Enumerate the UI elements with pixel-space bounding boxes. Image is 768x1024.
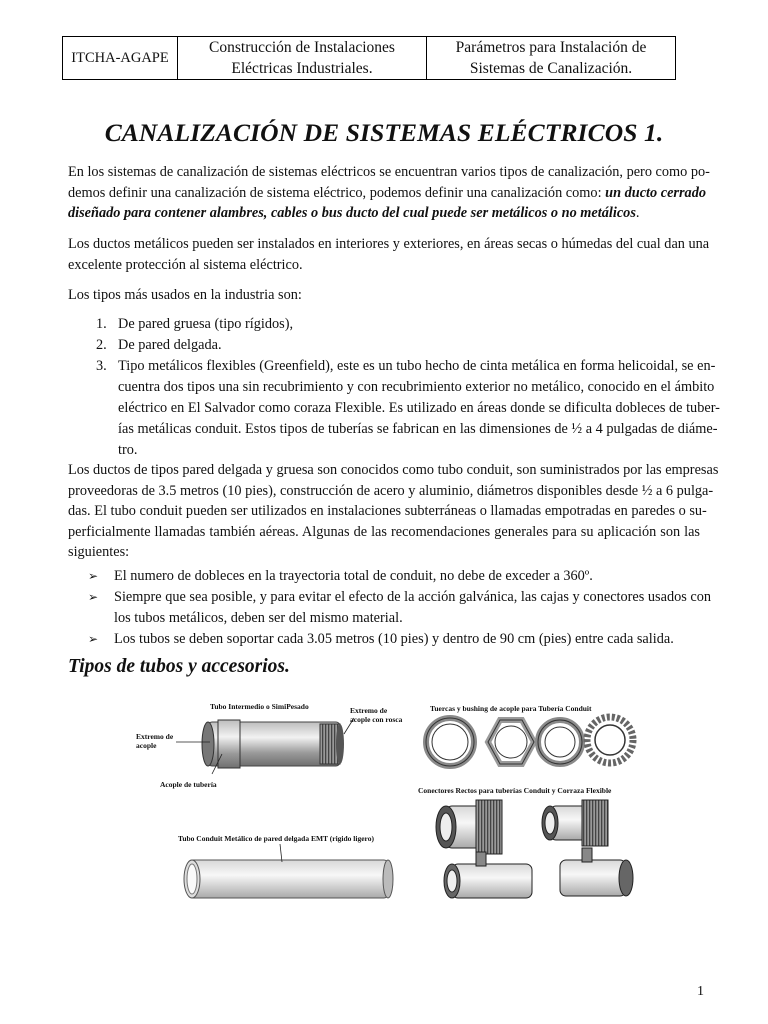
- header-course-line1: Construcción de Instalaciones: [209, 39, 395, 56]
- header-topic-line2: Sistemas de Canalización.: [469, 60, 633, 77]
- arrow-bullet-icon: ➢: [88, 590, 99, 604]
- recommendations-list: [68, 566, 712, 650]
- paragraph-line: excelente protección al sistema eléctrico.: [68, 256, 303, 273]
- header-institution-text: ITCHA-AGAPE: [71, 49, 169, 66]
- paragraph-intro: [68, 162, 710, 224]
- emt-tube-illustration: [184, 844, 393, 898]
- paragraph-line: Los ductos de tipos pared delgada y gruesa son conocidos como tubo conduit, son suministrados por las empresas: [68, 462, 719, 478]
- numbered-list-item: [68, 314, 700, 335]
- paragraph-types-intro: [68, 285, 700, 306]
- list-number: 2.: [96, 337, 107, 353]
- recommendation-line: Los tubos se deben soportar cada 3.05 metros (10 pies) y dentro de 90 cm (pies) entre cada salida.: [114, 631, 674, 647]
- paragraph-line: [68, 183, 707, 204]
- label-line: Extremo de: [136, 732, 174, 741]
- header-course-line2: Eléctricas Industriales.: [231, 60, 373, 77]
- text-run: demos definir una canalización de sistema eléctrico, podemos definir una canalización como:: [68, 184, 606, 201]
- document-title: CANALIZACIÓN DE SISTEMAS ELÉCTRICOS 1.: [104, 118, 664, 147]
- numbered-list: [68, 314, 720, 461]
- list-item-line: tro.: [118, 442, 138, 458]
- paragraph-line: [68, 203, 700, 224]
- list-item-line: De pared gruesa (tipo rígidos),: [118, 316, 294, 332]
- figure-caption-nuts-bushings: Tuercas y bushing de acople para Tubería Conduit: [430, 704, 592, 713]
- header-topic: [427, 37, 676, 80]
- emphasis-text: un ducto cerrado: [605, 184, 707, 201]
- figure-caption-connectors: Conectores Rectos para tuberías Conduit y Corraza Flexible: [418, 786, 612, 795]
- straight-connectors-illustration: [436, 800, 633, 898]
- recommendation-item: [68, 629, 700, 650]
- paragraph-line: En los sistemas de canalización de sistemas eléctricos se encuentran varios tipos de canalización, pero como po-: [68, 164, 710, 180]
- figure-label-coupling-end: [136, 732, 173, 750]
- emphasis-text: diseñado para contener alambres, cables o bus ducto del cual puede ser metálicos o no metálicos: [68, 205, 636, 221]
- recommendation-line: El numero de dobleces en la trayectoria total de conduit, no debe de exceder a 360º.: [114, 568, 593, 584]
- list-number: 3.: [96, 358, 107, 374]
- list-item-line: eléctrico en El Salvador como coraza Flexible. Es utilizado en áreas donde se dificulta dobleces de tuber-: [118, 400, 720, 416]
- arrow-bullet-icon: ➢: [88, 569, 99, 583]
- page-number: 1: [697, 984, 704, 999]
- numbered-list-item: [68, 356, 720, 461]
- figure-label-tube-coupling: Acople de tubería: [160, 780, 217, 789]
- list-item-line: Tipo metálicos flexibles (Greenfield), este es un tubo hecho de cinta metálica en forma helicoidal, se en-: [118, 358, 716, 374]
- recommendation-line: los tubos metálicos, deben ser del mismo material.: [114, 610, 403, 626]
- paragraph-conduit: [68, 460, 719, 563]
- text-run: .: [635, 205, 640, 221]
- paragraph-line: Los tipos más usados en la industria son:: [68, 287, 302, 303]
- recommendation-item: [68, 566, 700, 587]
- figure-label-thread-end: [350, 706, 402, 724]
- paragraph-line: das. El tubo conduit pueden ser utilizados en instalaciones subterráneas o llamadas empotradas en paredes o su-: [68, 503, 707, 519]
- list-item-line: ías metálicas conduit. Estos tipos de tuberías se fabrican en las dimensiones de ½ a 4 pulgadas de diáme-: [118, 421, 718, 437]
- label-line: acople: [136, 741, 157, 750]
- header-course: [178, 37, 427, 80]
- list-item-line: cuentra dos tipos una sin recubrimiento y con recubrimiento exterior no metálico, conocido en el ámbito: [118, 379, 715, 395]
- figure-caption-emt-tube: Tubo Conduit Metálico de pared delgada EMT (rigido ligero): [178, 834, 374, 843]
- header-topic-line1: Parámetros para Instalación de: [455, 39, 647, 56]
- numbered-list-item: [68, 335, 700, 356]
- paragraph-line: Los ductos metálicos pueden ser instalados en interiores y exteriores, en áreas secas o húmedas del cual dan una: [68, 236, 710, 252]
- arrow-bullet-icon: ➢: [88, 632, 99, 646]
- recommendation-item: [68, 587, 712, 629]
- intermediate-tube-illustration: [176, 718, 354, 774]
- figure-tubes-accessories: [130, 696, 640, 908]
- paragraph-metal-ducts: [68, 234, 710, 275]
- header-table: [62, 36, 676, 80]
- paragraph-line: perficialmente llamadas también aéreas. Algunas de las recomendaciones generales para su aplicación son las: [68, 523, 700, 540]
- figure-caption-intermediate-tube: Tubo Intermedio o SimiPesado: [210, 702, 309, 711]
- recommendation-line: Siempre que sea posible, y para evitar el efecto de la acción galvánica, las cajas y conectores usados con: [114, 589, 712, 605]
- nuts-bushings-illustration: [426, 717, 633, 766]
- list-item-line: De pared delgada.: [118, 337, 222, 353]
- list-number: 1.: [96, 316, 107, 332]
- section-subtitle: Tipos de tubos y accesorios.: [68, 656, 290, 677]
- figure-illustration: [130, 696, 640, 908]
- label-line: acople con rosca: [350, 715, 403, 724]
- paragraph-line: siguientes:: [68, 544, 130, 560]
- paragraph-line: proveedoras de 3.5 metros (10 pies), construcción de acero y aluminio, diámetros disponibles desde ½ a 6 pulga-: [68, 482, 714, 499]
- label-line: Extremo de: [350, 706, 388, 715]
- header-institution: [63, 37, 178, 80]
